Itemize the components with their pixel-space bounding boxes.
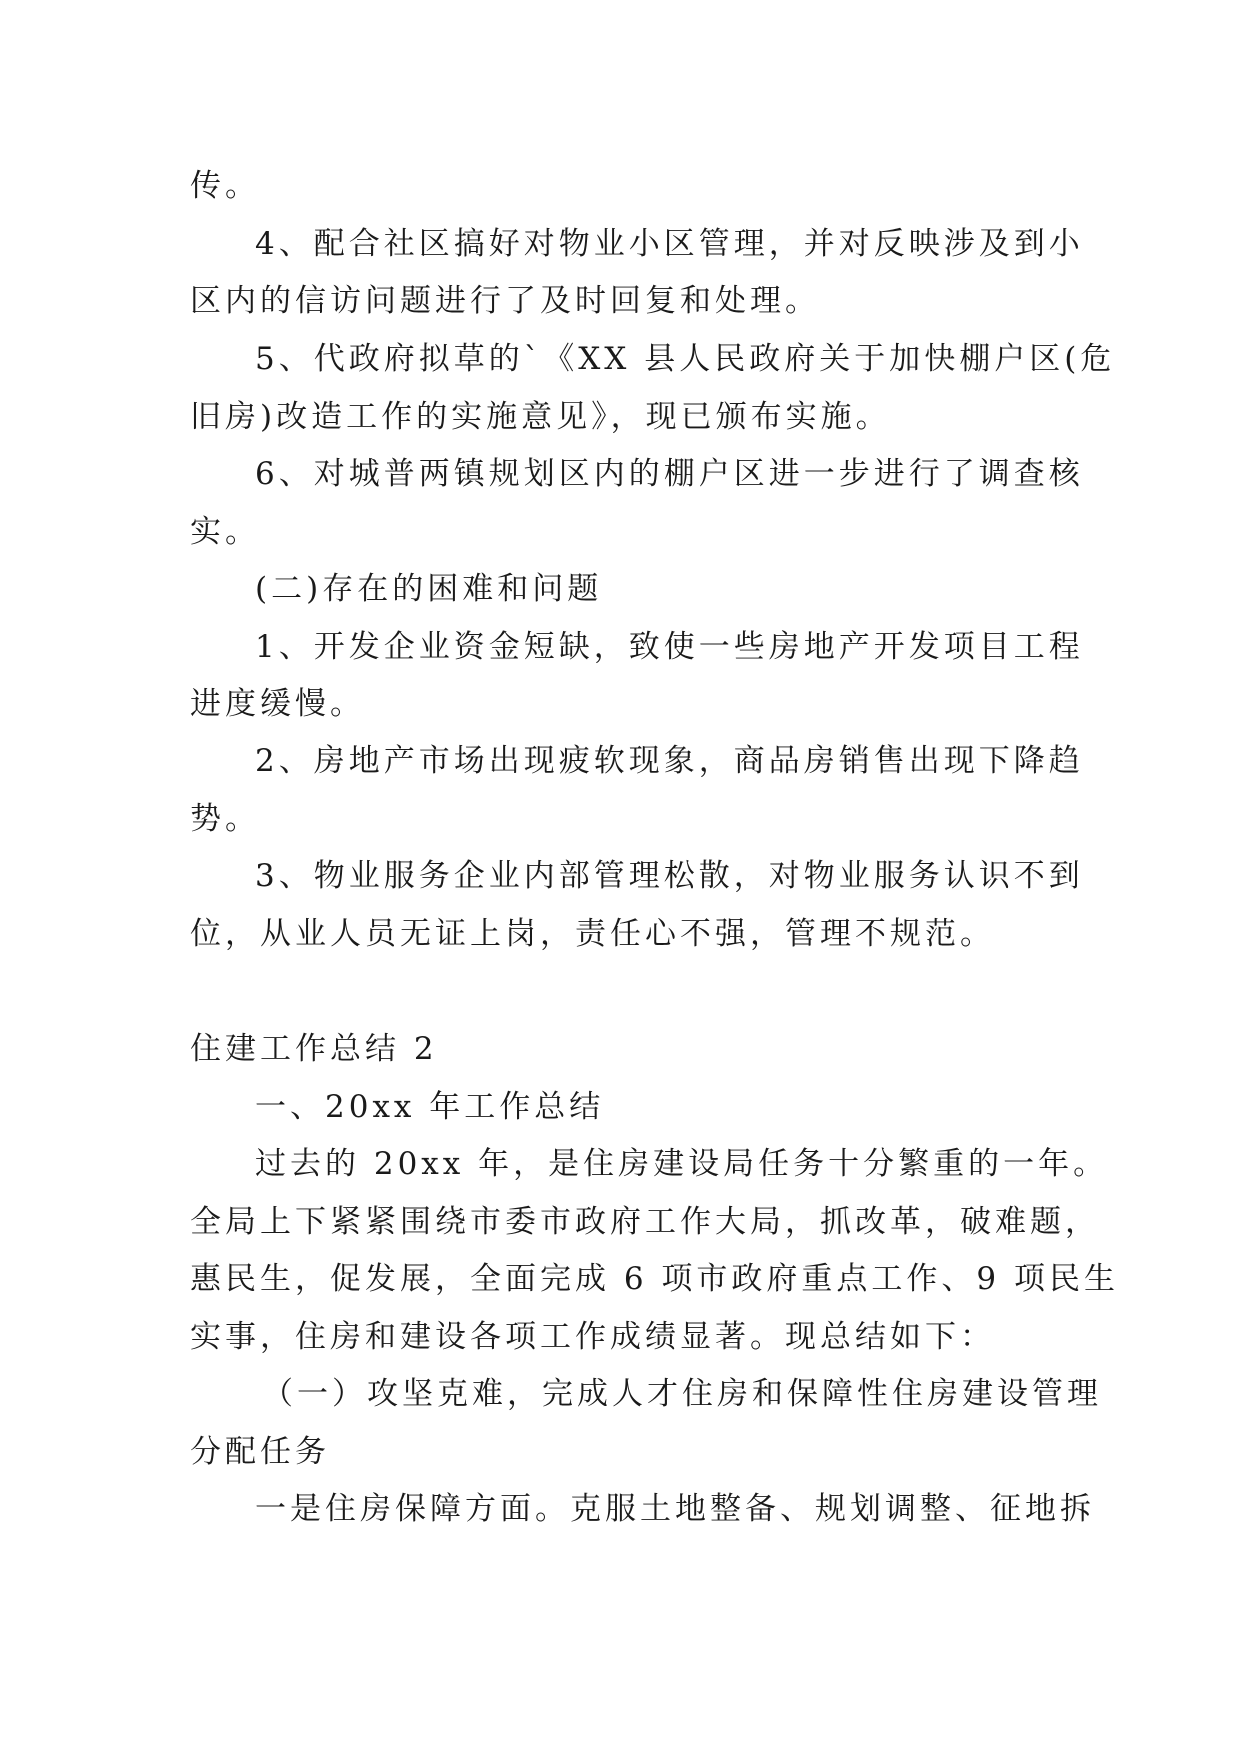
text-line: 分配任务 [190,1434,330,1470]
list-item-3: 3、物业服务企业内部管理松散，对物业服务认识不到 [255,858,1084,894]
section-heading: 一、20xx 年工作总结 [255,1089,605,1125]
text-line: 势。 [190,801,260,837]
text-line: 实。 [190,514,260,550]
paragraph-line: 过去的 20xx 年，是住房建设局任务十分繁重的一年。 [255,1146,1109,1182]
paragraph-line: 惠民生，促发展，全面完成 6 项市政府重点工作、9 项民生 [190,1261,1120,1297]
text-line: 传。 [190,168,260,204]
list-item-2: 2、房地产市场出现疲软现象，商品房销售出现下降趋 [255,743,1084,779]
text-line: 区内的信访问题进行了及时回复和处理。 [190,283,820,319]
paragraph-line: 一是住房保障方面。克服土地整备、规划调整、征地拆 [255,1491,1095,1527]
text-line: 位，从业人员无证上岗，责任心不强，管理不规范。 [190,916,995,952]
list-item-5: 5、代政府拟草的`《XX 县人民政府关于加快棚户区(危 [255,341,1116,377]
list-item-1: 1、开发企业资金短缺，致使一些房地产开发项目工程 [255,629,1084,665]
paragraph-line: 全局上下紧紧围绕市委市政府工作大局，抓改革，破难题， [190,1204,1100,1240]
document-title: 住建工作总结 2 [190,1031,438,1067]
section-heading: (二)存在的困难和问题 [255,571,603,607]
text-line: 进度缓慢。 [190,686,365,722]
text-line: 旧房)改造工作的实施意见》，现已颁布实施。 [190,399,891,435]
list-item-6: 6、对城普两镇规划区内的棚户区进一步进行了调查核 [255,456,1084,492]
subsection-heading: （一）攻坚克难，完成人才住房和保障性住房建设管理 [262,1376,1102,1412]
list-item-4: 4、配合社区搞好对物业小区管理，并对反映涉及到小 [255,226,1084,262]
paragraph-line: 实事，住房和建设各项工作成绩显著。现总结如下： [190,1319,995,1355]
